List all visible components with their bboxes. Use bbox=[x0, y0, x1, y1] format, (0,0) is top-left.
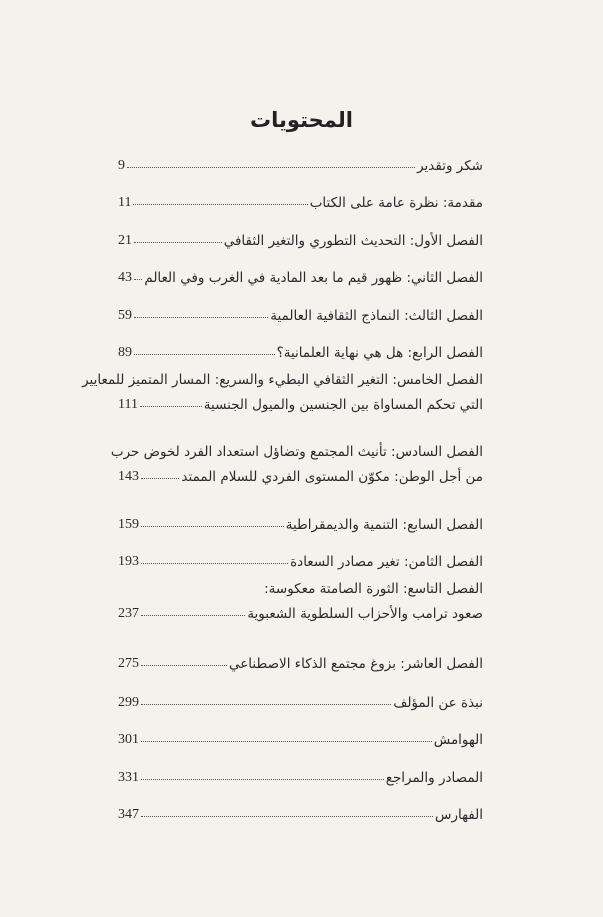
page-number: 21 bbox=[118, 233, 132, 248]
page-number: 89 bbox=[118, 345, 132, 360]
entry-title: الفصل التاسع: الثورة الصامتة معكوسة: bbox=[264, 581, 483, 597]
dotted-leader bbox=[134, 279, 142, 280]
toc-entry bbox=[118, 726, 483, 748]
page-number: 347 bbox=[118, 807, 139, 822]
dotted-leader bbox=[134, 242, 222, 243]
entry-title: التي تحكم المساواة بين الجنسين والميول الجنسية bbox=[203, 397, 483, 413]
dotted-leader bbox=[141, 563, 288, 564]
dotted-leader bbox=[141, 665, 227, 666]
entry-title: الفصل العاشر: بزوغ مجتمع الذكاء الاصطناعي bbox=[229, 656, 483, 672]
dotted-leader bbox=[140, 406, 202, 407]
dotted-leader bbox=[141, 779, 384, 780]
entry-title: نبذة عن المؤلف bbox=[393, 695, 483, 711]
dotted-leader bbox=[141, 704, 391, 705]
toc-entry bbox=[82, 366, 483, 413]
dotted-leader bbox=[134, 354, 275, 355]
entry-title: الفصل السادس: تأنيث المجتمع وتضاؤل استعداد الفرد لخوض حرب bbox=[110, 444, 483, 460]
toc-entry bbox=[118, 264, 483, 286]
entry-title: الفصل الأول: التحديث التطوري والتغير الثقافي bbox=[223, 233, 483, 249]
entry-title: الهوامش bbox=[433, 732, 483, 748]
dotted-leader bbox=[141, 741, 432, 742]
page-number: 43 bbox=[118, 270, 132, 285]
toc-entry bbox=[118, 801, 483, 823]
page-number: 59 bbox=[118, 308, 132, 323]
entry-title: صعود ترامب والأحزاب السلطوية الشعبوية bbox=[247, 606, 483, 622]
entry-title: المصادر والمراجع bbox=[385, 770, 483, 786]
toc-entry bbox=[118, 650, 483, 672]
dotted-leader bbox=[141, 816, 433, 817]
dotted-leader bbox=[141, 526, 284, 527]
page-number: 111 bbox=[118, 397, 138, 412]
entry-title: الفصل الثالث: النماذج الثقافية العالمية bbox=[270, 308, 483, 324]
page-number: 299 bbox=[118, 695, 139, 710]
page-number: 9 bbox=[118, 158, 125, 173]
toc-entry bbox=[118, 548, 483, 570]
page-number: 331 bbox=[118, 770, 139, 785]
toc-entry bbox=[118, 189, 483, 211]
entry-title: الفصل الثامن: تغير مصادر السعادة bbox=[290, 554, 483, 570]
page-title: المحتويات bbox=[250, 108, 353, 132]
entry-title: الفصل السابع: التنمية والديمقراطية bbox=[285, 517, 483, 533]
entry-title: الفهارس bbox=[434, 807, 483, 823]
toc-entry bbox=[118, 227, 483, 249]
entry-title: مقدمة: نظرة عامة على الكتاب bbox=[309, 195, 483, 211]
page-number: 159 bbox=[118, 517, 139, 532]
page-number: 301 bbox=[118, 732, 139, 747]
page-number: 193 bbox=[118, 554, 139, 569]
dotted-leader bbox=[127, 167, 415, 168]
toc-entry bbox=[118, 511, 483, 533]
entry-title: الفصل الثاني: ظهور قيم ما بعد المادية في الغرب وفي العالم bbox=[144, 270, 483, 286]
dotted-leader bbox=[133, 204, 307, 205]
toc-entry bbox=[118, 152, 483, 174]
dotted-leader bbox=[141, 478, 179, 479]
toc-entry bbox=[118, 764, 483, 786]
entry-title: من أجل الوطن: مكوّن المستوى الفردي للسلام الممتد bbox=[181, 469, 483, 485]
toc-entry bbox=[110, 438, 483, 485]
entry-title: شكر وتقدير bbox=[417, 158, 483, 174]
toc-entry bbox=[118, 689, 483, 711]
entry-title: الفصل الرابع: هل هي نهاية العلمانية؟ bbox=[276, 345, 483, 361]
page-number: 143 bbox=[118, 469, 139, 484]
page-number: 11 bbox=[118, 195, 132, 210]
entry-title: الفصل الخامس: التغير الثقافي البطيء والسريع: المسار المتميز للمعايير bbox=[82, 372, 483, 388]
page-number: 237 bbox=[118, 606, 139, 621]
toc-entry bbox=[118, 575, 483, 622]
page-number: 275 bbox=[118, 656, 139, 671]
dotted-leader bbox=[134, 317, 268, 318]
dotted-leader bbox=[141, 615, 245, 616]
toc-entry bbox=[118, 339, 483, 361]
toc-entry bbox=[118, 302, 483, 324]
